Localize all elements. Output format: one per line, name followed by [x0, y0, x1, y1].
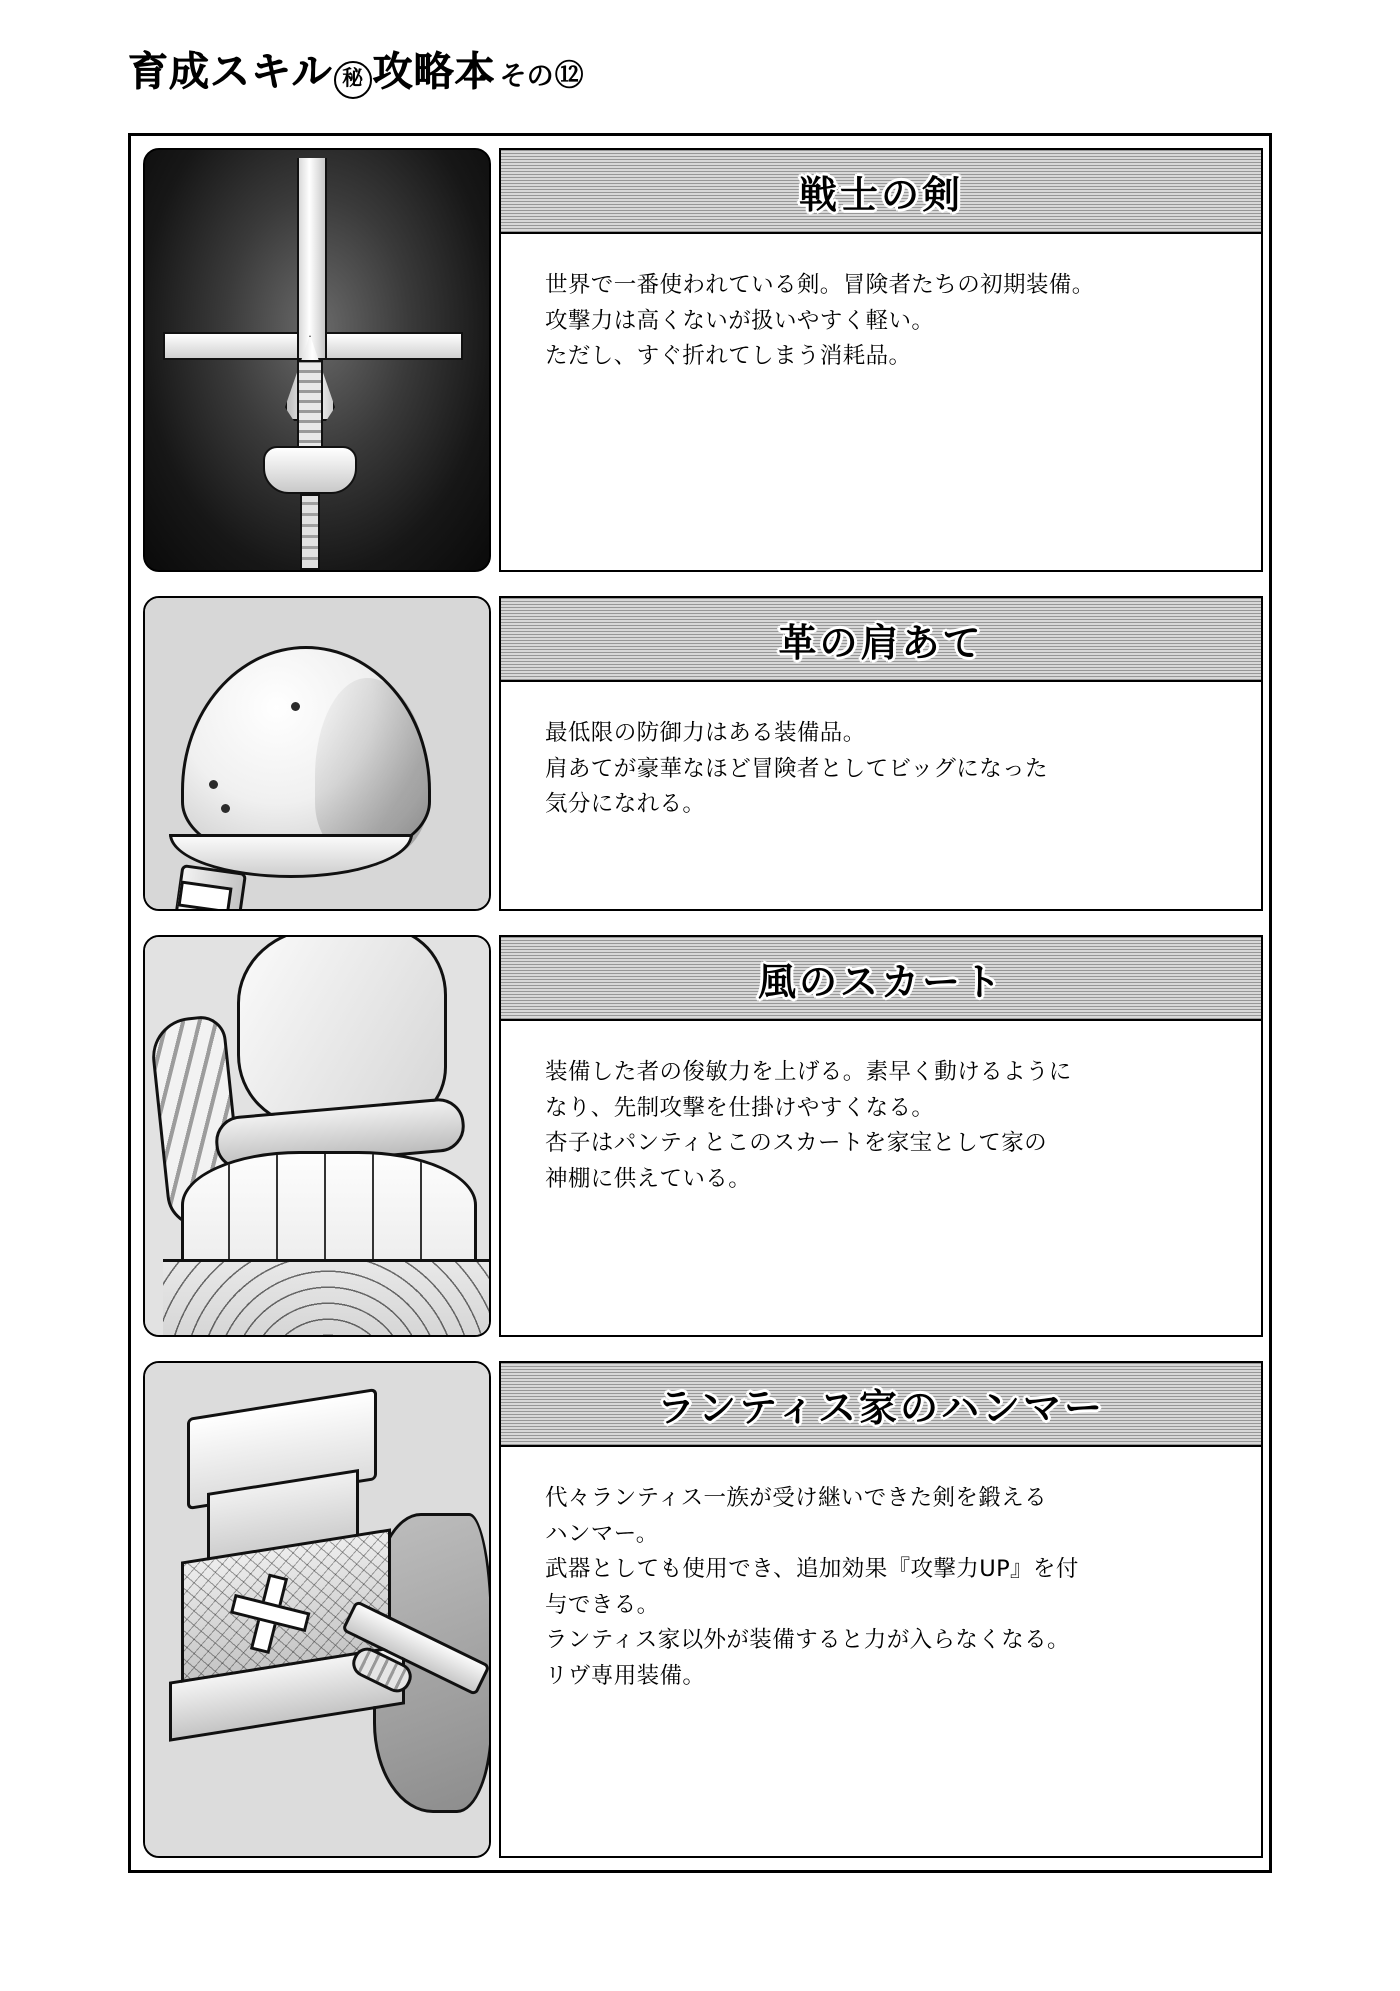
description-line: ハンマー。: [545, 1520, 659, 1547]
description-line: リヴ専用装備。: [545, 1662, 706, 1689]
description-line: 杏子はパンティとこのスカートを家宝として家の: [545, 1130, 1048, 1157]
armor-rivet: [221, 804, 230, 813]
description-line: 与できる。: [545, 1591, 660, 1618]
entry-description: [499, 1021, 1263, 1337]
entry-title: 風のスカート: [757, 959, 1004, 1004]
armor-rivet: [209, 780, 218, 789]
skirt-illustration: [143, 935, 491, 1337]
description-line: 武器としても使用でき、追加効果『攻撃力UP』を付: [545, 1556, 1079, 1583]
entry-warrior-sword: [131, 136, 1275, 584]
entry-description: [499, 682, 1263, 911]
page-title: [128, 49, 584, 99]
entry-text-column: [499, 935, 1263, 1337]
skirt-hem-pattern: [163, 1259, 491, 1337]
hammer-illustration: [143, 1361, 491, 1858]
entry-title-band: [499, 148, 1263, 234]
entry-title: 戦士の剣: [798, 172, 963, 217]
armor-rivet: [291, 702, 300, 711]
page-title-sub: その: [499, 61, 554, 92]
figure-torso: [237, 935, 447, 1127]
description-line: 最低限の防御力はある装備品。: [545, 720, 866, 746]
description-line: 代々ランティス一族が受け継いできた剣を鍛える: [545, 1485, 1048, 1511]
description-line: 気分になれる。: [545, 791, 706, 818]
description-line: 神棚に供えている。: [545, 1165, 752, 1192]
page-number-circled: ⑫: [554, 58, 584, 92]
sword-blade: [297, 158, 327, 358]
entry-title-band: [499, 935, 1263, 1021]
description-line: ランティス家以外が装備すると力が入らなくなる。: [545, 1627, 1070, 1654]
entry-lantis-family-hammer: [131, 1349, 1275, 1870]
description-line: 世界で一番使われている剣。冒険者たちの初期装備。: [545, 272, 1095, 298]
entry-text-column: [499, 1361, 1263, 1858]
sword-pommel: [263, 446, 357, 494]
entry-text-column: [499, 596, 1263, 911]
description-line: 肩あてが豪華なほど冒険者としてビッグになった: [545, 755, 1048, 782]
entry-text-column: [499, 148, 1263, 572]
entries-frame: [128, 133, 1272, 1873]
entry-title-band: [499, 1361, 1263, 1447]
entry-description: [499, 234, 1263, 572]
maru-hi-badge: 秘: [334, 61, 372, 99]
description-line: 装備した者の俊敏力を上げる。素早く動けるように: [545, 1059, 1072, 1085]
entry-leather-shoulder-guard: [131, 584, 1275, 923]
description-line: 攻撃力は高くないが扱いやすく軽い。: [545, 307, 935, 334]
shoulder-armor-illustration: [143, 596, 491, 911]
description-line: ただし、すぐ折れてしまう消耗品。: [545, 343, 912, 370]
sword-grip: [297, 360, 323, 452]
description-line: なり、先制攻撃を仕掛けやすくなる。: [545, 1094, 935, 1121]
page-title-main-after: 攻略本: [372, 49, 496, 95]
page-title-main-before: 育成スキル: [128, 49, 333, 95]
sword-lower-blade: [300, 494, 320, 570]
sword-illustration: [143, 148, 491, 572]
entry-wind-skirt: [131, 923, 1275, 1349]
entry-title: 革の肩あて: [778, 620, 984, 665]
entry-description: [499, 1447, 1263, 1858]
entry-title: ランティス家のハンマー: [657, 1385, 1105, 1430]
entry-title-band: [499, 596, 1263, 682]
